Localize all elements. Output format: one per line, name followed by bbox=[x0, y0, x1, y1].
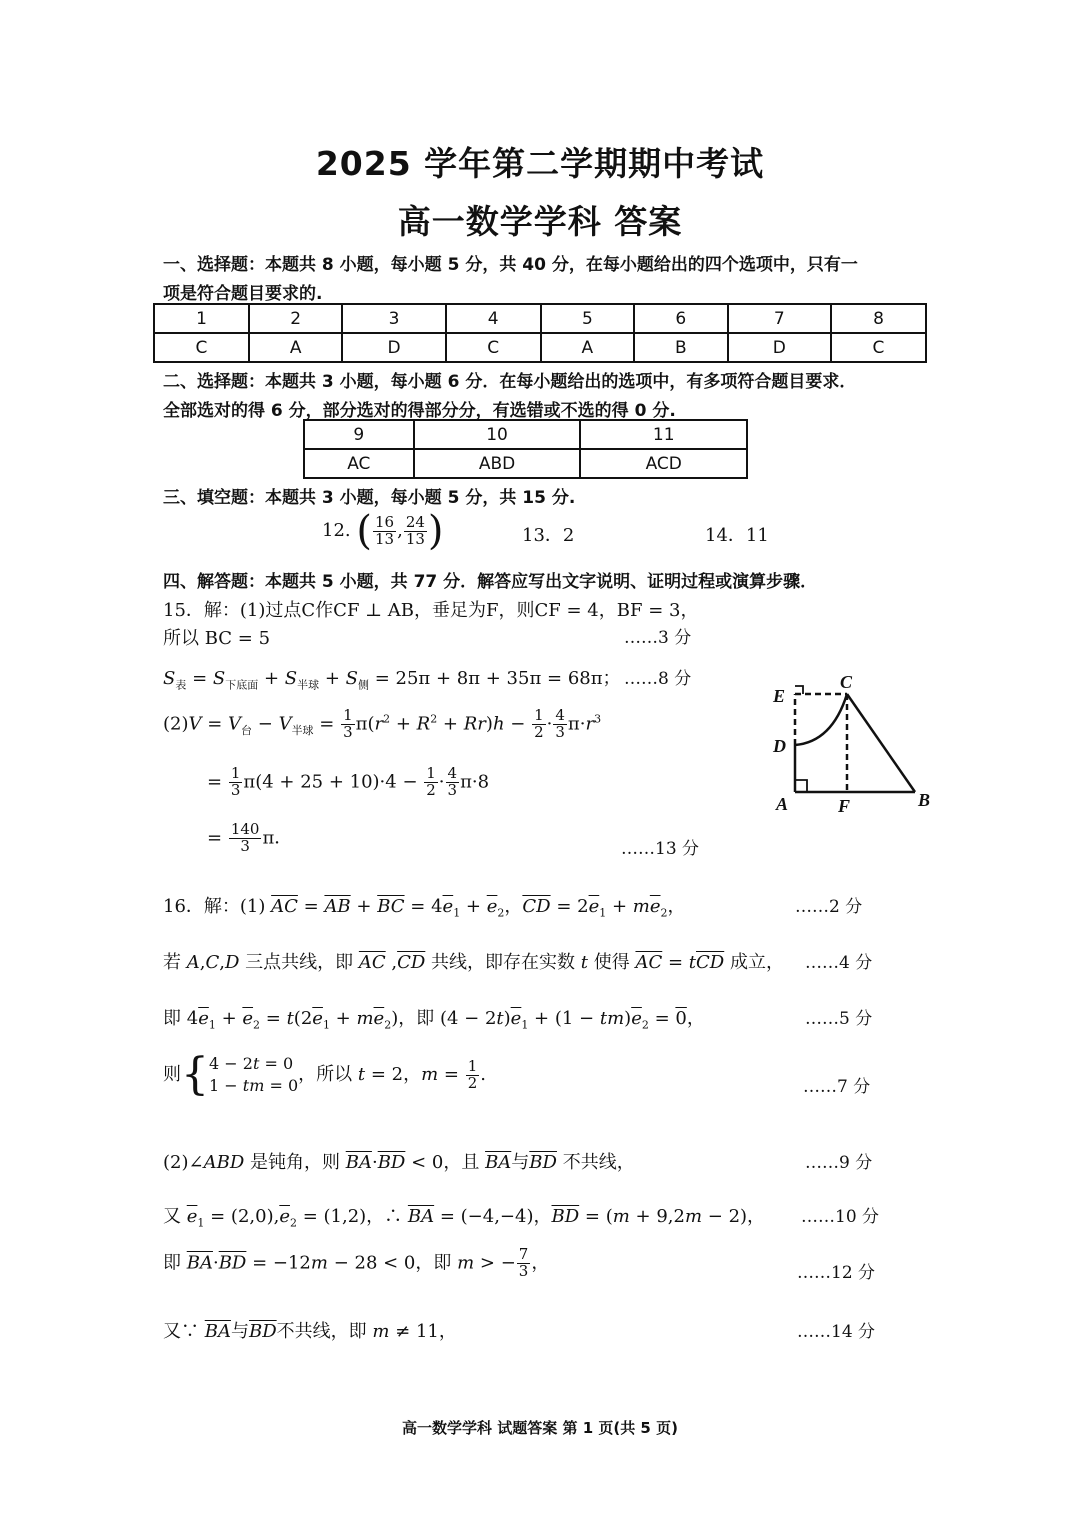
score-mark: ……9 分 bbox=[805, 1153, 873, 1173]
q15-volume-result: = $\frac{140}{3}$ π． bbox=[207, 820, 293, 855]
question-number: 1 bbox=[154, 304, 249, 333]
question-number: 3 bbox=[342, 304, 445, 333]
section2-heading-line1: 二、选择题：本题共 3 小题，每小题 6 分．在每小题给出的选项中，有多项符合题目要求． bbox=[163, 372, 857, 392]
label-c: C bbox=[840, 672, 853, 692]
q16-line7: 即 $\overline{BA}\cdot\overline{BD} = -12m - 28 < 0$，即 m > − $\frac{7}{3}$ ， bbox=[163, 1245, 550, 1280]
answer-cell: C bbox=[446, 333, 541, 362]
right-angle-a bbox=[795, 780, 807, 792]
answer-cell: A bbox=[541, 333, 634, 362]
question-number: 6 bbox=[634, 304, 728, 333]
segment-cb bbox=[847, 694, 915, 792]
label-a: A bbox=[776, 794, 789, 814]
q15-surface-area: $S_表 = S_{下底面} + S_{半球} + S_侧 = 25\pi + 8\pi + 35\pi = 68\pi$； bbox=[163, 668, 621, 692]
section1-heading-line1: 一、选择题：本题共 8 小题，每小题 5 分，共 40 分，在每小题给出的四个选项中，只有一 bbox=[163, 255, 858, 275]
table-row bbox=[304, 420, 747, 449]
q16-line4: 则{4 − 2t = 0 1 − tm = 0，所以 t = 2，m = $\frac{1}{2}$ . bbox=[163, 1049, 486, 1100]
q15-line1: 15．解：(1)过点C作CF ⊥ AB，垂足为F，则CF = 4，BF = 3， bbox=[163, 600, 699, 621]
q16-line1: 16．解：(1) $\overline{AC} = \overline{AB} + \overline{BC} = 4\overline{e}_1 + \overline{e}_2$，$\overline{CD} = 2\overline{e}_1 + m\overline{e}_2$， bbox=[163, 896, 686, 920]
section2-answer-table bbox=[303, 419, 748, 479]
score-mark: ……4 分 bbox=[805, 953, 873, 973]
answer-14: 14．11 bbox=[705, 525, 769, 546]
q16-line3: 即 $4\overline{e}_1 + \overline{e}_2 = t(2\overline{e}_1 + m\overline{e}_2)$，即 $(4 - 2t)\overline{e}_1 + (1 - tm)\overline{e}_2 = 0$， bbox=[163, 1008, 705, 1032]
score-mark: ……2 分 bbox=[795, 897, 863, 917]
q16-line2: 若 A,C,D 三点共线，即 $\overline{AC}$ $,\overline{CD}$ 共线，即存在实数 t 使得 $\overline{AC} = t\overline{CD}$ 成立， bbox=[163, 952, 784, 973]
section1-answer-table bbox=[153, 303, 927, 363]
label-e: E bbox=[773, 686, 786, 706]
exam-title: 2025 学年第二学期期中考试 bbox=[315, 144, 765, 183]
score-mark: ……12 分 bbox=[797, 1263, 876, 1283]
section3-heading: 三、填空题：本题共 3 小题，每小题 5 分，共 15 分. bbox=[163, 488, 576, 508]
page-footer: 高一数学学科 试题答案 第 1 页(共 5 页) bbox=[402, 1419, 678, 1437]
answer-cell: AC bbox=[304, 449, 414, 478]
q15-line2: 所以 BC = 5 bbox=[163, 628, 271, 649]
section1-heading-line2: 项是符合题目要求的. bbox=[163, 284, 323, 304]
question-number: 7 bbox=[728, 304, 831, 333]
section2-heading-line2: 全部选对的得 6 分，部分选对的得部分分，有选错或不选的得 0 分. bbox=[163, 401, 676, 421]
answer-cell: C bbox=[154, 333, 249, 362]
question-number: 2 bbox=[249, 304, 342, 333]
q16-line5: (2)∠ABD 是钝角，则 $\overline{BA}\cdot\overline{BD} < 0$，且 $\overline{BA}$与$\overline{BD}$ 不共线， bbox=[163, 1152, 635, 1173]
score-mark: ……7 分 bbox=[803, 1077, 871, 1097]
label-d: D bbox=[773, 736, 786, 756]
answer-cell: B bbox=[634, 333, 728, 362]
score-mark: ……5 分 bbox=[805, 1009, 873, 1029]
subject-title: 高一数学学科 答案 bbox=[397, 202, 683, 241]
question-number: 4 bbox=[446, 304, 541, 333]
q15-volume-formula: $(2)V = V_台 - V_{半球}$ = $\frac{1}{3}$ $\pi(r^2 + R^2 + Rr)h$ − $\frac{1}{2}$ · $\frac{4}{3}$ $\pi\cdot r^3$ bbox=[163, 706, 602, 741]
answer-cell: ABD bbox=[414, 449, 581, 478]
question-number: 10 bbox=[414, 420, 581, 449]
answer-cell: A bbox=[249, 333, 342, 362]
score-mark: ……3 分 bbox=[624, 628, 692, 648]
table-row bbox=[154, 333, 926, 362]
table-row bbox=[154, 304, 926, 333]
table-row bbox=[304, 449, 747, 478]
answer-cell: D bbox=[728, 333, 831, 362]
q16-line8: 又∵ $\overline{BA}$与$\overline{BD}$不共线，即 m ≠ 11， bbox=[163, 1321, 457, 1342]
section4-heading: 四、解答题：本题共 5 小题，共 77 分．解答应写出文字说明、证明过程或演算步骤． bbox=[163, 572, 818, 592]
question-number: 11 bbox=[580, 420, 747, 449]
score-mark: ……8 分 bbox=[624, 669, 692, 689]
arc-dc bbox=[795, 694, 847, 745]
label-b: B bbox=[918, 790, 931, 810]
question-number: 9 bbox=[304, 420, 414, 449]
score-mark: ……14 分 bbox=[797, 1322, 876, 1342]
q16-line6: 又 $\overline{e}_1 = (2,0),\overline{e}_2 = (1,2)$，∴ $\overline{BA} = (-4,-4)$，$\overline{BD} = (m + 9,2m - 2)$， bbox=[163, 1206, 766, 1230]
geometry-diagram bbox=[770, 670, 940, 820]
answer-cell: D bbox=[342, 333, 445, 362]
score-mark: ……10 分 bbox=[801, 1207, 880, 1227]
label-f: F bbox=[838, 796, 851, 816]
answer-12: 12. ( $\frac{16}{13}$ , $\frac{24}{13}$ ) bbox=[322, 508, 444, 554]
q15-volume-step: = $\frac{1}{3}$ π(4 + 25 + 10)·4 − $\frac{1}{2}$ · $\frac{4}{3}$ π·8 bbox=[207, 764, 490, 799]
answer-cell: C bbox=[831, 333, 926, 362]
score-mark: ……13 分 bbox=[621, 839, 700, 859]
question-number: 5 bbox=[541, 304, 634, 333]
answer-13: 13．2 bbox=[522, 525, 575, 546]
question-number: 8 bbox=[831, 304, 926, 333]
answer-cell: ACD bbox=[580, 449, 747, 478]
